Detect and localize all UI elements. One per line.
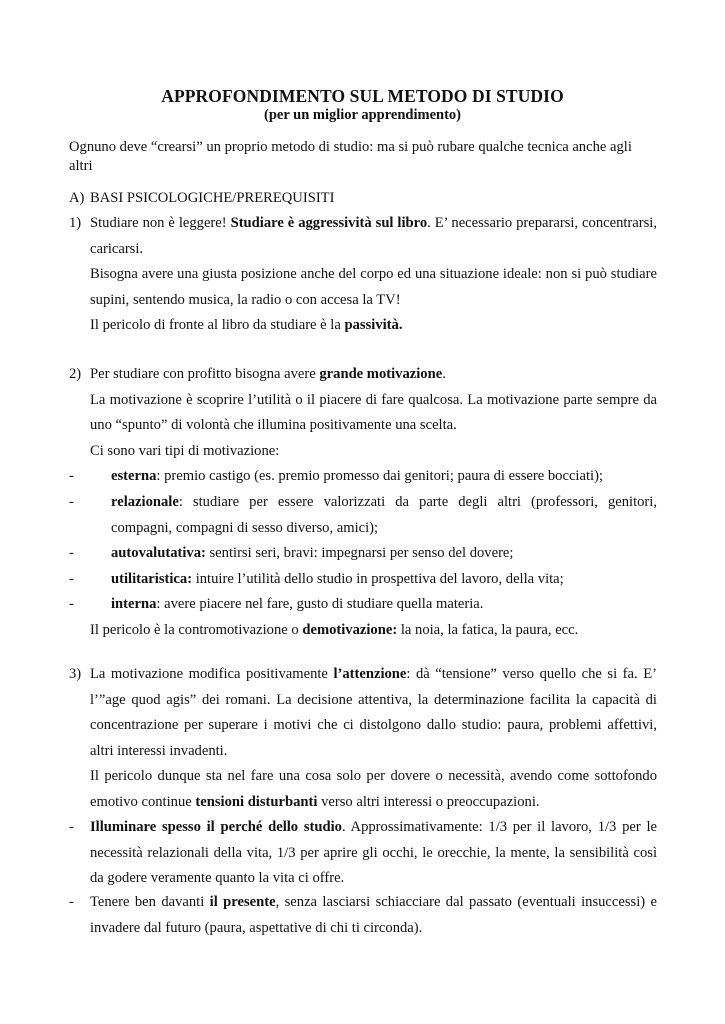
item-3-paragraph-2 xyxy=(90,764,657,815)
item-1-paragraph-3 xyxy=(90,313,657,339)
section-a-text: BASI PSICOLOGICHE/PREREQUISITI xyxy=(90,190,335,206)
document-title: APPROFONDIMENTO SUL METODO DI STUDIO xyxy=(161,86,564,106)
motivation-type-autovalutativa xyxy=(69,541,657,567)
dash-marker: - xyxy=(69,894,74,910)
item-2-paragraph-2: La motivazione è scoprire l’utilità o il piacere di fare qualcosa. La motivazione parte sempre da uno “spunto” di volontà che illumina positivamente una scelta. xyxy=(90,391,657,434)
dash-marker: - xyxy=(69,493,74,510)
item-2-number: 2) xyxy=(69,366,82,382)
bullet-presente-rest: , senza lasciarsi schiacciare dal passato (eventuali insuccessi) e invadere dal futuro (paura, aspettative di chi ti circonda). xyxy=(90,894,657,936)
bullet-illuminare-rest: . Approssimativamente: 1/3 per il lavoro, 1/3 per le necessità relazionali della vita, 1/3 per aprire gli occhi, le orecchie, la mente, la sensibilità così da godere veramente quanto la vita ci offre. xyxy=(90,819,657,887)
dash-marker: - xyxy=(69,819,74,835)
item-2-p4-text: Il pericolo è la contromotivazione o xyxy=(90,621,303,638)
bullet-illuminare-text xyxy=(90,815,657,892)
motivation-desc: : avere piacere nel fare, gusto di studiare quella materia. xyxy=(156,596,484,613)
item-1-body xyxy=(90,211,657,339)
motivation-desc: : premio castigo (es. premio promesso dai genitori; paura di essere bocciati); xyxy=(156,468,603,485)
item-3-paragraph-1 xyxy=(90,662,657,764)
motivation-term: autovalutativa: xyxy=(111,545,206,562)
motivation-term: utilitaristica: xyxy=(111,570,193,587)
bullet-illuminare-bold: Illuminare spesso il perché dello studio xyxy=(90,819,342,835)
motivation-term: esterna xyxy=(111,468,157,485)
item-3-p1-text: La motivazione modifica positivamente xyxy=(90,666,334,682)
item-2-p1-text: Per studiare con profitto bisogna avere xyxy=(90,366,320,382)
motivation-desc: intuire l’utilità dello studio in prospettiva del lavoro, della vita; xyxy=(192,570,564,587)
item-1-paragraph-1 xyxy=(90,211,657,262)
item-3-p2-bold: tensioni disturbanti xyxy=(195,793,318,810)
motivation-term: interna xyxy=(111,596,157,613)
bullet-presente-paragraph xyxy=(90,890,657,941)
bullet-presente-bold: il presente xyxy=(209,894,276,910)
item-1-p1-text-end: . E’ necessario prepararsi, concentrarsi, caricarsi. xyxy=(90,215,657,257)
item-3-p1-text-end: : dà “tensione” verso quello che si fa. E’ l’”age quod agis” dei romani. La decisione attentiva, la determinazione facilita la capacità di concentrazione per superare i motivi che ci distolgono dallo studio: paura, problemi affettivi, altri interessi invadenti. xyxy=(90,666,657,759)
item-2-paragraph-3: Ci sono vari tipi di motivazione: xyxy=(90,442,280,459)
motivation-type-esterna xyxy=(69,464,657,490)
motivation-type-interna xyxy=(69,592,657,618)
motivation-term: relazionale xyxy=(111,493,179,510)
motivation-desc: : studiare per essere valorizzati da parte degli altri (professori, genitori, compagni, compagni di sesso diverso, amici); xyxy=(111,493,657,536)
item-3-p1-bold: l’attenzione xyxy=(333,666,407,682)
dash-marker: - xyxy=(69,596,74,613)
item-1-p3-text: Il pericolo di fronte al libro da studiare è la xyxy=(90,317,345,334)
item-2-paragraph-1 xyxy=(90,362,657,388)
motivation-desc: sentirsi seri, bravi: impegnarsi per senso del dovere; xyxy=(205,545,514,562)
item-1-p1-text: Studiare non è leggere! xyxy=(90,215,231,231)
dash-marker: - xyxy=(69,545,74,562)
item-3-p2-text-end: verso altri interessi o preoccupazioni. xyxy=(317,793,540,810)
item-1-paragraph-2: Bisogna avere una giusta posizione anche del corpo ed una situazione ideale: non si può studiare supini, sentendo musica, la radio o con accesa la TV! xyxy=(90,266,657,308)
item-3-body xyxy=(90,662,657,816)
motivation-type-utilitaristica xyxy=(69,567,657,593)
dash-marker: - xyxy=(69,468,74,485)
item-2-p1-text-end: . xyxy=(442,366,446,382)
section-a-label: A) xyxy=(69,190,85,206)
bullet-presente-text xyxy=(90,890,657,941)
item-2-p4-text-end: la noia, la fatica, la paura, ecc. xyxy=(397,621,579,638)
bullet-illuminare-paragraph xyxy=(90,815,657,892)
item-2-paragraph-4 xyxy=(90,618,657,644)
item-2-p1-bold: grande motivazione xyxy=(319,366,443,382)
dash-marker: - xyxy=(69,570,74,587)
item-2-body xyxy=(69,362,657,644)
item-3-number: 3) xyxy=(69,666,82,682)
bullet-presente-text-start: Tenere ben davanti xyxy=(90,894,210,910)
item-1-p1-bold: Studiare è aggressività sul libro xyxy=(230,215,428,231)
item-1-number: 1) xyxy=(69,215,82,231)
item-3-p2-text: Il pericolo dunque sta nel fare una cosa solo per dovere o necessità, avendo come sottofondo emotivo continue xyxy=(90,768,657,810)
document-subtitle: (per un miglior apprendimento) xyxy=(264,107,461,123)
item-1-p3-bold: passività. xyxy=(344,317,403,334)
motivation-type-relazionale xyxy=(69,490,657,541)
item-2-p4-bold: demotivazione: xyxy=(302,621,398,638)
intro-paragraph: Ognuno deve “crearsi” un proprio metodo di studio: ma si può rubare qualche tecnica anche agli altri xyxy=(69,139,632,174)
